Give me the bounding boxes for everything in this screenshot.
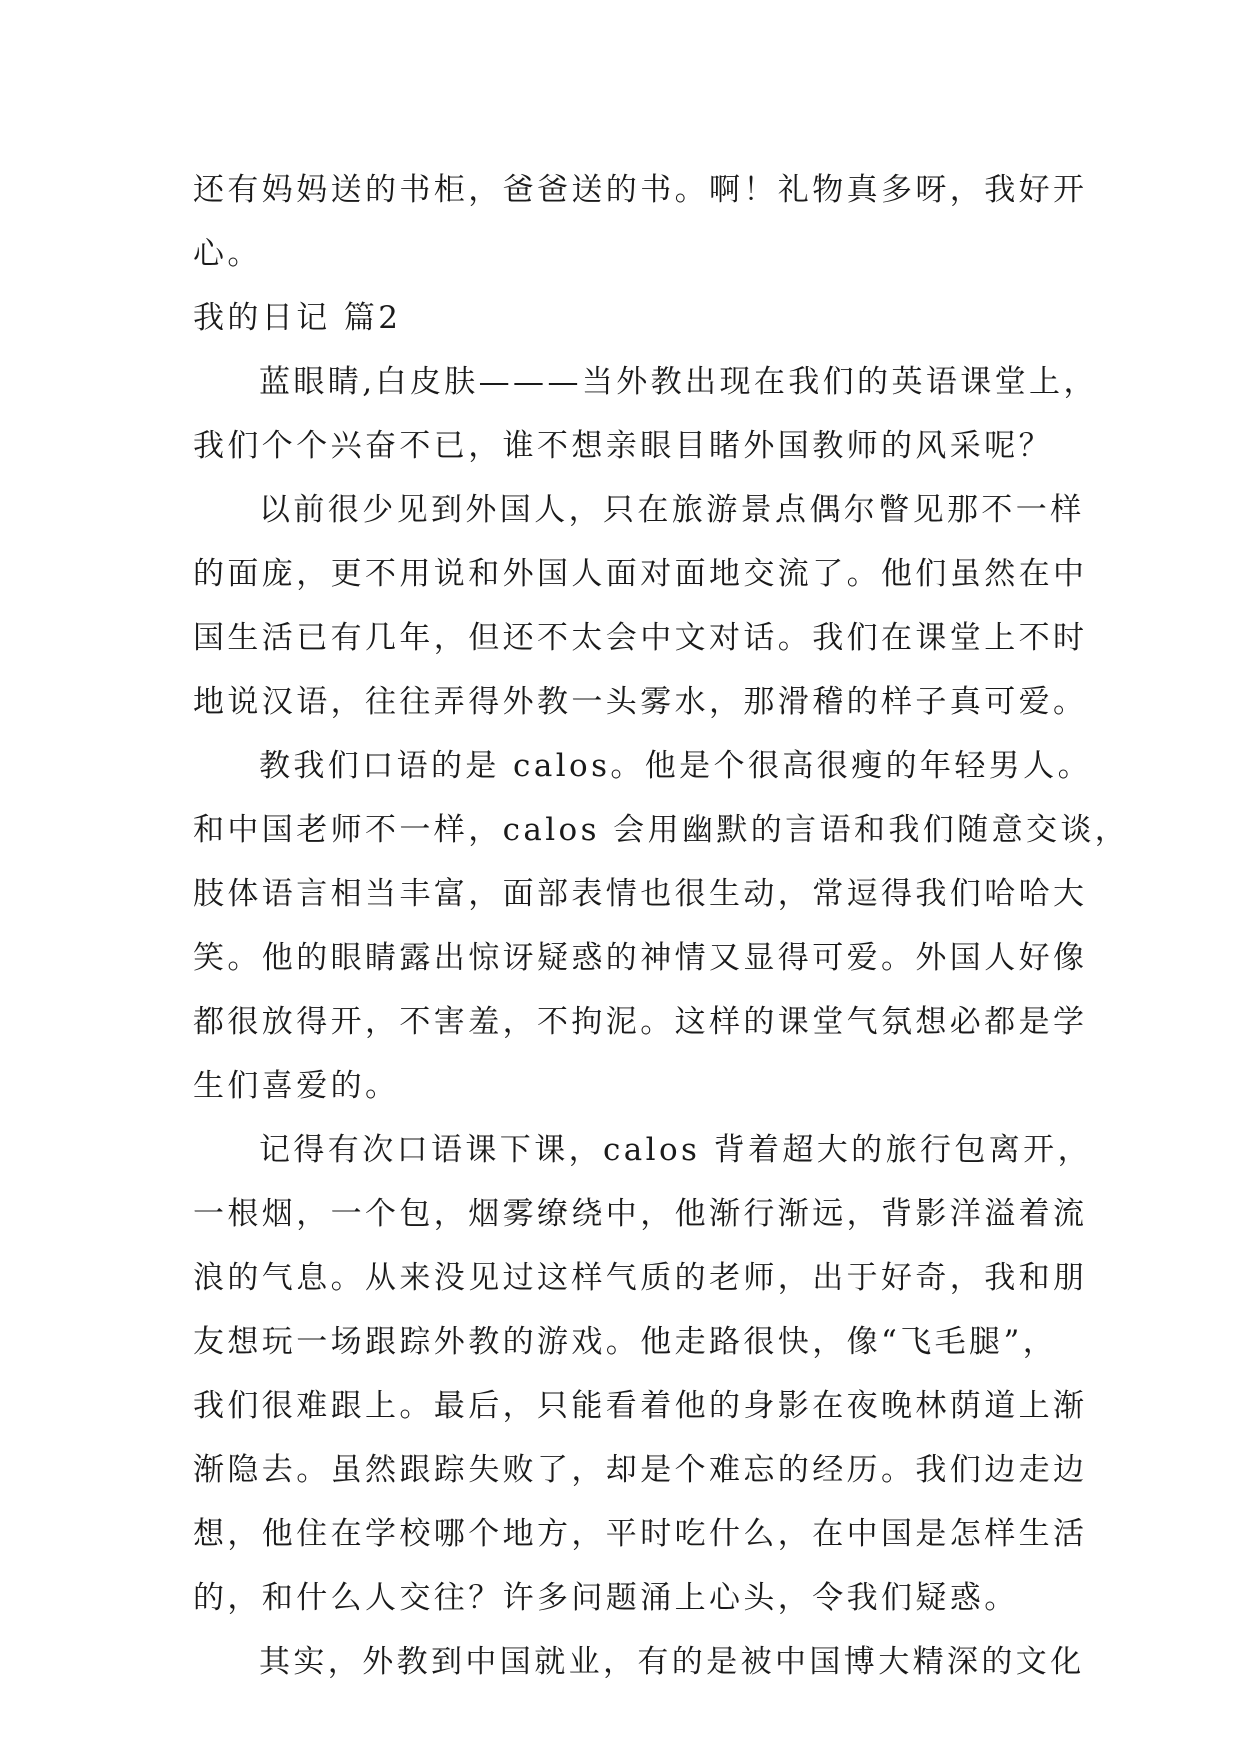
text-line: 我们很难跟上。最后，只能看着他的身影在夜晚林荫道上渐: [193, 1388, 1088, 1424]
text-line: 想，他住在学校哪个地方，平时吃什么，在中国是怎样生活: [193, 1516, 1088, 1552]
text-line: 一根烟，一个包，烟雾缭绕中，他渐行渐远，背影洋溢着流: [193, 1196, 1088, 1232]
paragraph-first-line: 以前很少见到外国人，只在旅游景点偶尔瞥见那不一样: [259, 492, 1085, 528]
text-line: 渐隐去。虽然跟踪失败了，却是个难忘的经历。我们边走边: [193, 1452, 1088, 1488]
text-line: 我们个个兴奋不已，谁不想亲眼目睹外国教师的风采呢？: [193, 428, 1053, 464]
document-body: [193, 158, 1130, 1694]
text-line: 的，和什么人交往？许多问题涌上心头，令我们疑惑。: [193, 1580, 1019, 1616]
paragraph-first-line: 教我们口语的是 calos。他是个很高很瘦的年轻男人。: [259, 748, 1092, 784]
text-line: 浪的气息。从来没见过这样气质的老师，出于好奇，我和朋: [193, 1260, 1088, 1296]
text-line: 和中国老师不一样，calos 会用幽默的言语和我们随意交谈，: [193, 812, 1130, 848]
text-line: 地说汉语，往往弄得外教一头雾水，那滑稽的样子真可爱。: [193, 684, 1088, 720]
paragraph-first-line: 其实，外教到中国就业，有的是被中国博大精深的文化: [259, 1644, 1085, 1680]
section-heading: 我的日记 篇2: [193, 300, 402, 336]
text-line: 肢体语言相当丰富，面部表情也很生动，常逗得我们哈哈大: [193, 876, 1088, 912]
text-line: 心。: [193, 236, 262, 272]
paragraph-first-line: 记得有次口语课下课，calos 背着超大的旅行包离开，: [259, 1132, 1092, 1168]
text-line: 都很放得开，不害羞，不拘泥。这样的课堂气氛想必都是学: [193, 1004, 1088, 1040]
text-line: 笑。他的眼睛露出惊讶疑惑的神情又显得可爱。外国人好像: [193, 940, 1088, 976]
text-line: 的面庞，更不用说和外国人面对面地交流了。他们虽然在中: [193, 556, 1088, 592]
paragraph-first-line: 蓝眼睛,白皮肤———当外教出现在我们的英语课堂上，: [259, 364, 1098, 400]
text-line: 友想玩一场跟踪外教的游戏。他走路很快，像“飞毛腿”，: [193, 1324, 1058, 1360]
text-line: 国生活已有几年，但还不太会中文对话。我们在课堂上不时: [193, 620, 1088, 656]
text-line: 还有妈妈送的书柜，爸爸送的书。啊！礼物真多呀，我好开: [193, 172, 1088, 208]
text-line: 生们喜爱的。: [193, 1068, 400, 1104]
